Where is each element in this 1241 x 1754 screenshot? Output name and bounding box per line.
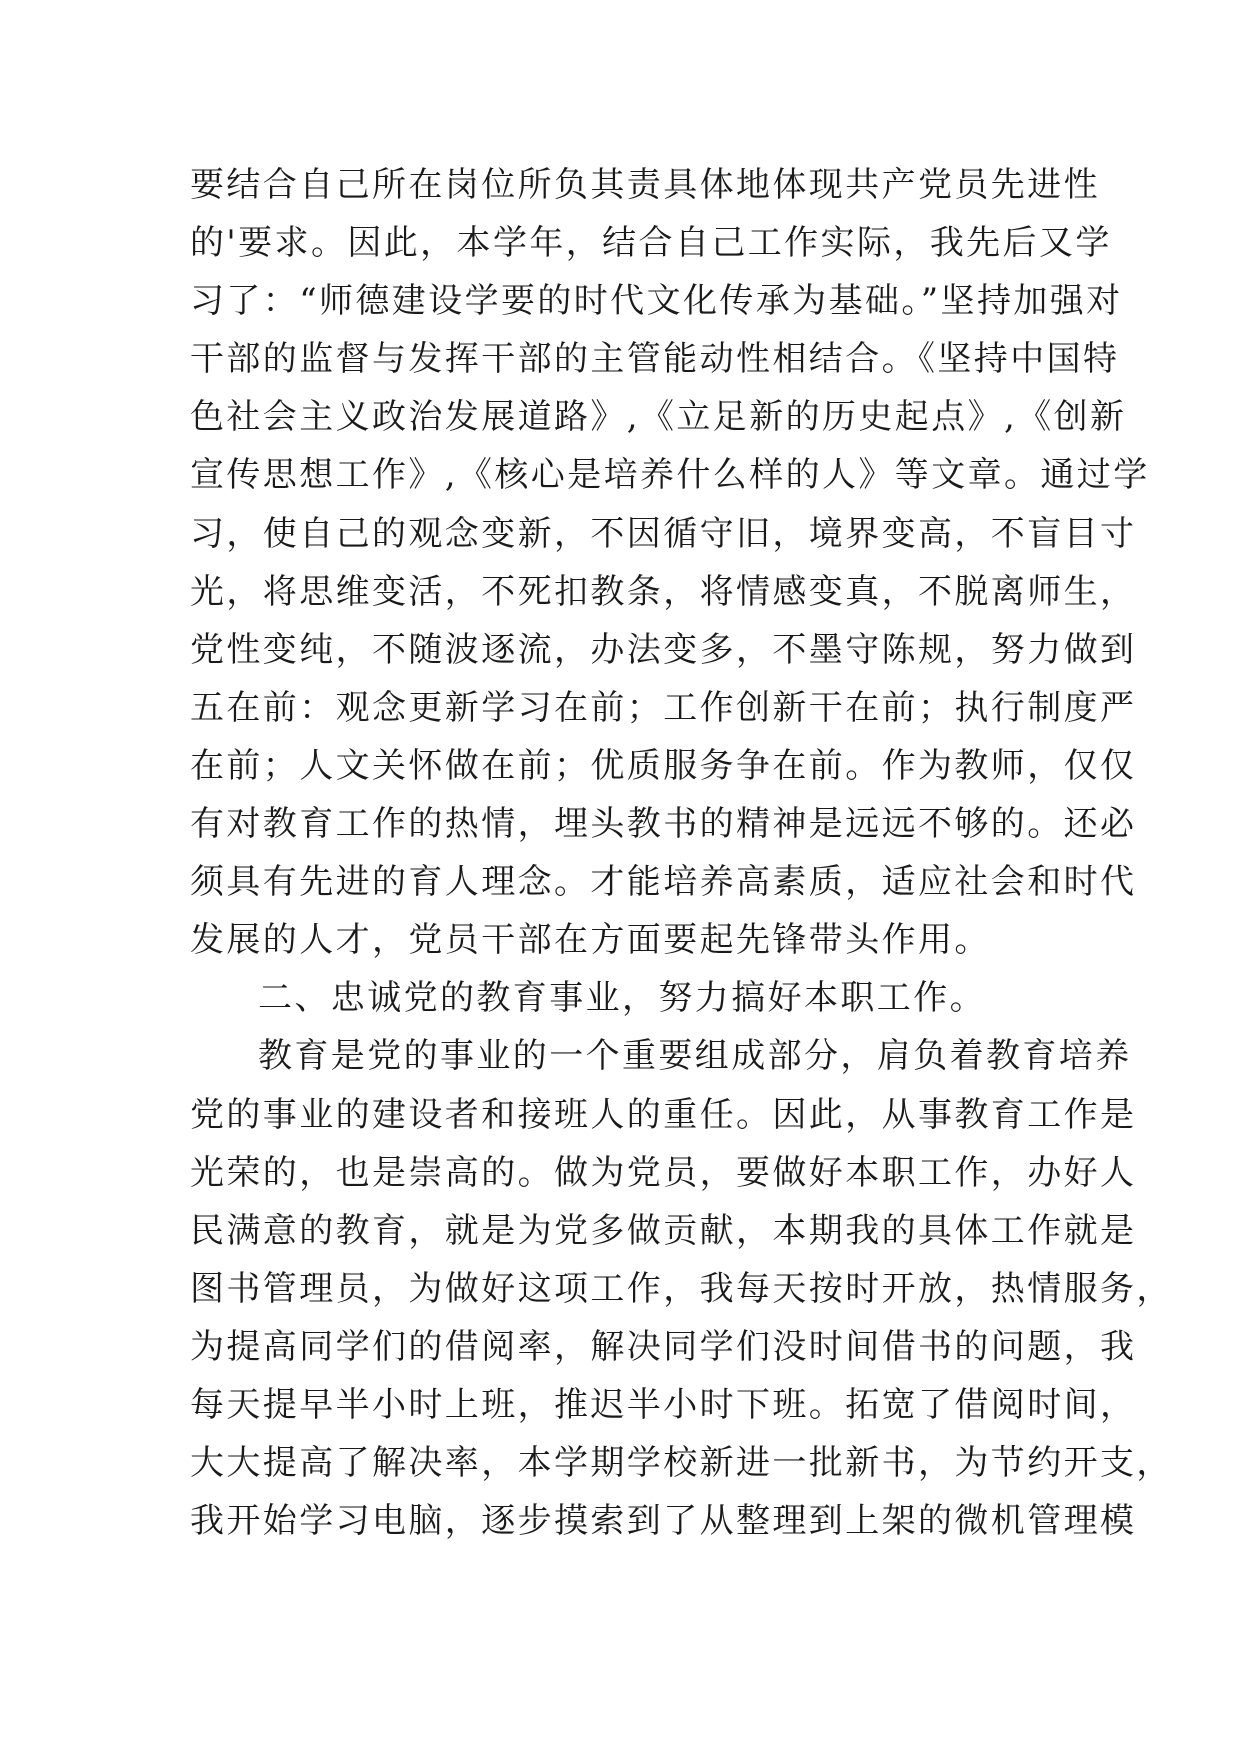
body-line: 在前；人文关怀做在前；优质服务争在前。作为教师，仅仅 bbox=[190, 745, 1137, 786]
body-line: 光，将思维变活，不死扣教条，将情感变真，不脱离师生， bbox=[190, 571, 1137, 612]
body-line: 习了：“师德建设学要的时代文化传承为基础。”坚持加强对 bbox=[190, 281, 1123, 322]
document-body bbox=[190, 156, 1173, 1550]
body-line: 图书管理员，为做好这项工作，我每天按时开放，热情服务， bbox=[190, 1268, 1173, 1309]
section-heading: 二、忠诚党的教育事业，努力搞好本职工作。 bbox=[258, 978, 986, 1019]
body-line: 光荣的，也是崇高的。做为党员，要做好本职工作，办好人 bbox=[190, 1152, 1137, 1193]
paragraph-first-line: 教育是党的事业的一个重要组成部分，肩负着教育培养 bbox=[258, 1036, 1132, 1077]
body-line: 每天提早半小时上班，推迟半小时下班。拓宽了借阅时间， bbox=[190, 1384, 1137, 1425]
body-line: 的'要求。因此，本学年，结合自己工作实际，我先后又学 bbox=[190, 223, 1112, 264]
body-line: 要结合自己所在岗位所负其责具体地体现共产党员先进性 bbox=[190, 165, 1100, 205]
body-line: 干部的监督与发挥干部的主管能动性相结合。《坚持中国特 bbox=[190, 339, 1120, 380]
body-line: 须具有先进的育人理念。才能培养高素质，适应社会和时代 bbox=[190, 862, 1137, 903]
body-line: 我开始学习电脑，逐步摸索到了从整理到上架的微机管理模 bbox=[190, 1501, 1137, 1542]
body-line: 宣传思想工作》,《核心是培养什么样的人》等文章。通过学 bbox=[190, 455, 1150, 496]
body-line: 有对教育工作的热情，埋头教书的精神是远远不够的。还必 bbox=[190, 804, 1137, 845]
body-line: 发展的人才，党员干部在方面要起先锋带头作用。 bbox=[190, 920, 991, 961]
body-line: 色社会主义政治发展道路》,《立足新的历史起点》,《创新 bbox=[190, 397, 1127, 438]
body-line: 民满意的教育，就是为党多做贡献，本期我的具体工作就是 bbox=[190, 1210, 1137, 1251]
body-line: 习，使自己的观念变新，不因循守旧，境界变高，不盲目寸 bbox=[190, 513, 1137, 554]
body-line: 为提高同学们的借阅率，解决同学们没时间借书的问题，我 bbox=[190, 1326, 1137, 1367]
body-line: 五在前：观念更新学习在前；工作创新干在前；执行制度严 bbox=[190, 687, 1137, 728]
body-line: 大大提高了解决率，本学期学校新进一批新书，为节约开支， bbox=[190, 1443, 1173, 1484]
body-line: 党性变纯，不随波逐流，办法变多，不墨守陈规，努力做到 bbox=[190, 629, 1137, 670]
body-line: 党的事业的建设者和接班人的重任。因此，从事教育工作是 bbox=[190, 1094, 1137, 1135]
